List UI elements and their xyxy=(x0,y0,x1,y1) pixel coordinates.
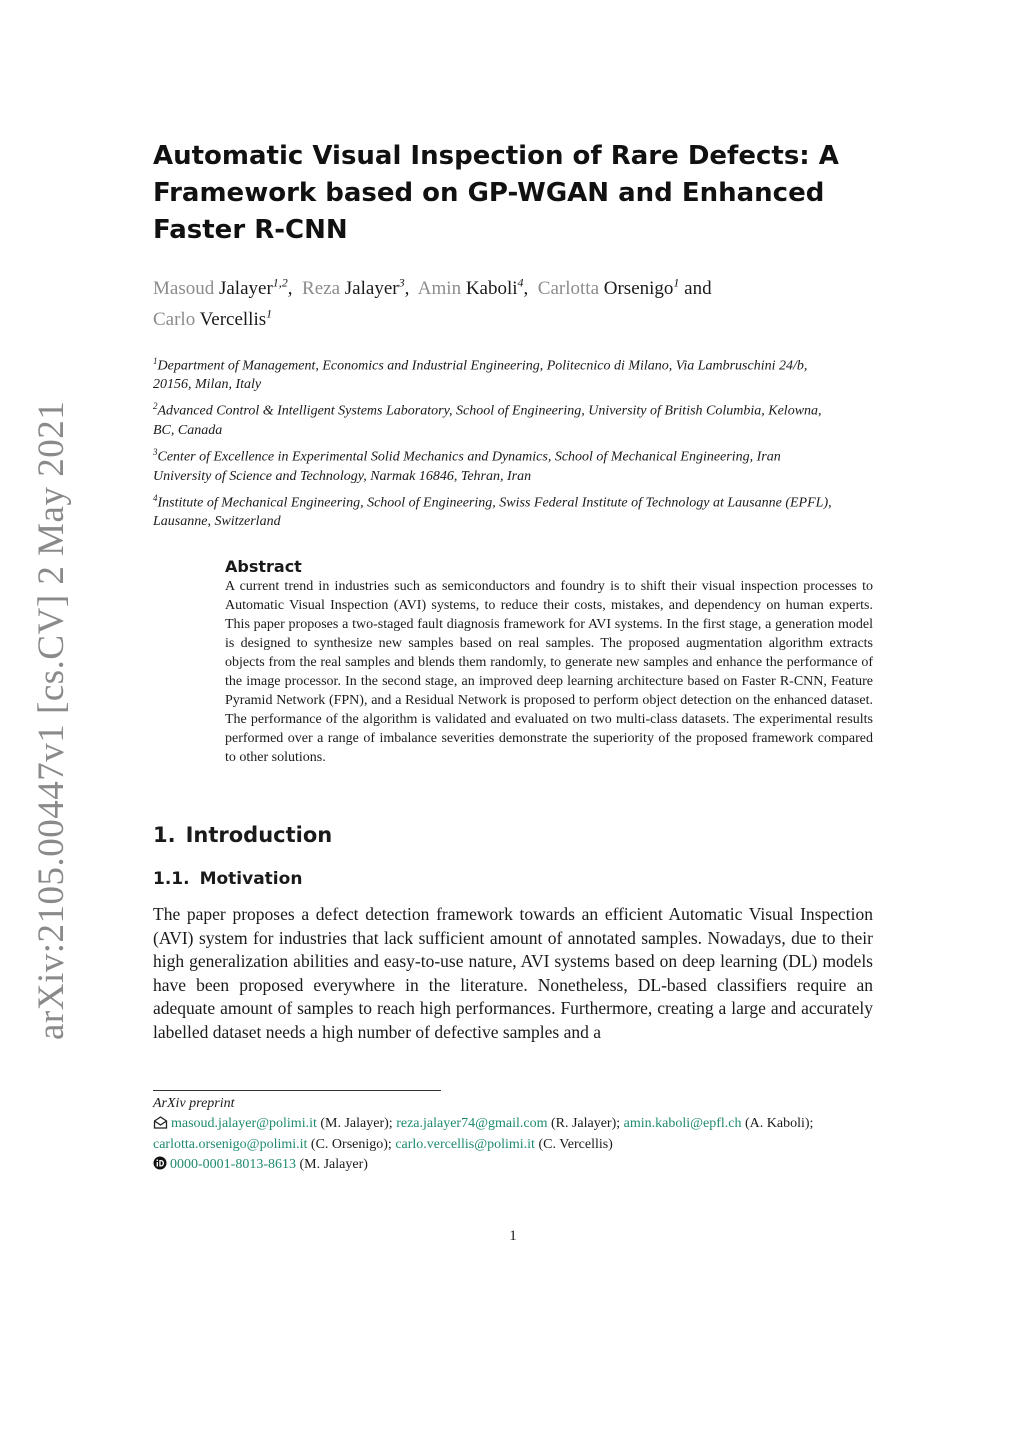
affiliation-4-sup: 4 xyxy=(153,492,158,503)
affiliation-4 xyxy=(153,489,873,532)
title-line-3: Faster R-CNN xyxy=(153,215,348,245)
title-line-2: Framework based on GP-WGAN and Enhanced xyxy=(153,178,825,208)
author-2-first: Reza xyxy=(302,278,341,300)
abstract-heading: Abstract xyxy=(225,557,302,577)
author-2-sup: 3 xyxy=(398,276,405,290)
affiliation-2-line-2: BC, Canada xyxy=(153,422,223,438)
email-owner-5: (C. Vercellis) xyxy=(538,1137,613,1152)
affiliation-3-sup: 3 xyxy=(153,446,158,457)
author-5 xyxy=(153,306,273,330)
affiliation-1-line-2: 20156, Milan, Italy xyxy=(153,377,262,393)
footnotes xyxy=(153,1094,878,1176)
author-4-first: Carlotta xyxy=(537,278,599,300)
section-heading-introduction xyxy=(153,823,332,847)
intro-paragraph: The paper proposes a defect detection framework towards an efficient Automatic Visual Inspection (AVI) system for industries that lack sufficient amount of annotated samples. Nowadays, due to their high generalization abilities and easy-to-use nature, AVI systems based on deep learning (DL) models have been proposed everywhere in the literature. Nonetheless, DL-based classifiers require an adequate amount of samples to reach high performances. Furthermore, creating a large and accurately labelled dataset needs a high number of defective samples and a xyxy=(153,904,873,1042)
subsection-number: 1.1. xyxy=(153,869,190,889)
email-owner-4: (C. Orsenigo); xyxy=(310,1137,392,1152)
author-4-sup: 1 xyxy=(673,276,680,290)
email-link-1[interactable]: masoud.jalayer@polimi.it xyxy=(171,1115,317,1131)
section-number: 1. xyxy=(153,823,176,847)
orcid-icon xyxy=(153,1156,167,1177)
author-3-sep: , xyxy=(523,278,529,300)
author-1-sup: 1,2 xyxy=(272,276,288,290)
author-2-last: Jalayer xyxy=(344,278,399,300)
preprint-note: ArXiv preprint xyxy=(153,1096,235,1111)
affiliation-3-line-1: Center of Excellence in Experimental Solid Mechanics and Dynamics, School of Mechanical Engineering, Iran xyxy=(157,449,781,465)
author-1-sep: , xyxy=(287,278,293,300)
email-list xyxy=(153,1114,878,1155)
author-1 xyxy=(153,278,293,299)
affiliation-3-line-2: University of Science and Technology, Narmak 16846, Tehran, Iran xyxy=(153,468,532,484)
subsection-title: Motivation xyxy=(199,869,303,889)
author-4 xyxy=(538,278,712,299)
email-owner-3: (A. Kaboli); xyxy=(745,1115,814,1131)
footnote-rule xyxy=(153,1090,441,1091)
affiliation-1 xyxy=(153,352,873,395)
email-link-4[interactable]: carlotta.orsenigo@polimi.it xyxy=(153,1137,308,1152)
paper-title xyxy=(153,138,873,249)
affiliation-4-line-1: Institute of Mechanical Engineering, School of Engineering, Swiss Federal Institute of Technology at Lausanne (EPFL), xyxy=(157,495,832,511)
author-2 xyxy=(302,278,409,299)
title-line-1: Automatic Visual Inspection of Rare Defects: A xyxy=(153,141,839,171)
email-link-5[interactable]: carlo.vercellis@polimi.it xyxy=(395,1137,535,1152)
envelope-icon xyxy=(153,1116,168,1136)
affiliation-2-line-1: Advanced Control & Intelligent Systems Laboratory, School of Engineering, University of British Columbia, Kelowna, xyxy=(157,403,822,419)
abstract-block xyxy=(225,557,873,767)
email-owner-2: (R. Jalayer); xyxy=(550,1115,621,1131)
author-3-first: Amin xyxy=(417,278,462,300)
email-owner-1: (M. Jalayer); xyxy=(320,1115,393,1131)
author-4-sep: and xyxy=(679,278,712,300)
section-title: Introduction xyxy=(185,823,333,847)
page-number: 1 xyxy=(509,1228,517,1244)
author-1-last: Jalayer xyxy=(218,278,273,300)
author-3-sup: 4 xyxy=(517,276,524,290)
author-5-last: Vercellis xyxy=(199,308,267,330)
subsection-heading-motivation xyxy=(153,869,302,889)
affiliation-1-sup: 1 xyxy=(153,355,158,366)
author-5-sup: 1 xyxy=(266,306,273,321)
arxiv-identifier-stamp: arXiv:2105.00447v1 [cs.CV] 2 May 2021 xyxy=(31,400,72,1040)
paper-page xyxy=(153,138,873,1244)
author-2-sep: , xyxy=(404,278,410,300)
affiliation-list xyxy=(153,352,873,532)
affiliation-2-sup: 2 xyxy=(153,401,158,412)
author-4-last: Orsenigo xyxy=(603,278,674,300)
orcid-link[interactable]: 0000-0001-8013-8613 xyxy=(170,1156,296,1172)
affiliation-3 xyxy=(153,443,873,486)
author-3 xyxy=(418,278,529,299)
abstract-text: A current trend in industries such as semiconductors and foundry is to shift their visual inspection processes to Automatic Visual Inspection (AVI) systems, to reduce their costs, mistakes, and dependency on human experts. This paper proposes a two-staged fault diagnosis framework for AVI systems. In the first stage, a generation model is designed to synthesize new samples based on real samples. The proposed augmentation algorithm extracts objects from the real samples and blends them randomly, to generate new samples and enhance the performance of the image processor. In the second stage, an improved deep learning architecture based on Faster R-CNN, Feature Pyramid Network (FPN), and a Residual Network is proposed to perform object detection on the enhanced dataset. The performance of the algorithm is validated and evaluated on two multi-class datasets. The experimental results performed over a range of imbalance severities demonstrate the superiority of the proposed framework compared to other solutions. xyxy=(225,579,873,766)
affiliation-4-line-2: Lausanne, Switzerland xyxy=(153,514,281,530)
affiliation-1-line-1: Department of Management, Economics and Industrial Engineering, Politecnico di Milano, Via Lambruschini 24/b, xyxy=(157,358,808,374)
author-3-last: Kaboli xyxy=(465,278,518,300)
author-1-first: Masoud xyxy=(153,278,215,300)
author-list xyxy=(153,271,873,332)
orcid-owner: (M. Jalayer) xyxy=(299,1156,368,1172)
affiliation-2 xyxy=(153,397,873,440)
orcid-line xyxy=(153,1155,878,1177)
email-link-2[interactable]: reza.jalayer74@gmail.com xyxy=(396,1115,548,1131)
author-5-first: Carlo xyxy=(153,308,196,330)
email-link-3[interactable]: amin.kaboli@epfl.ch xyxy=(623,1115,742,1131)
